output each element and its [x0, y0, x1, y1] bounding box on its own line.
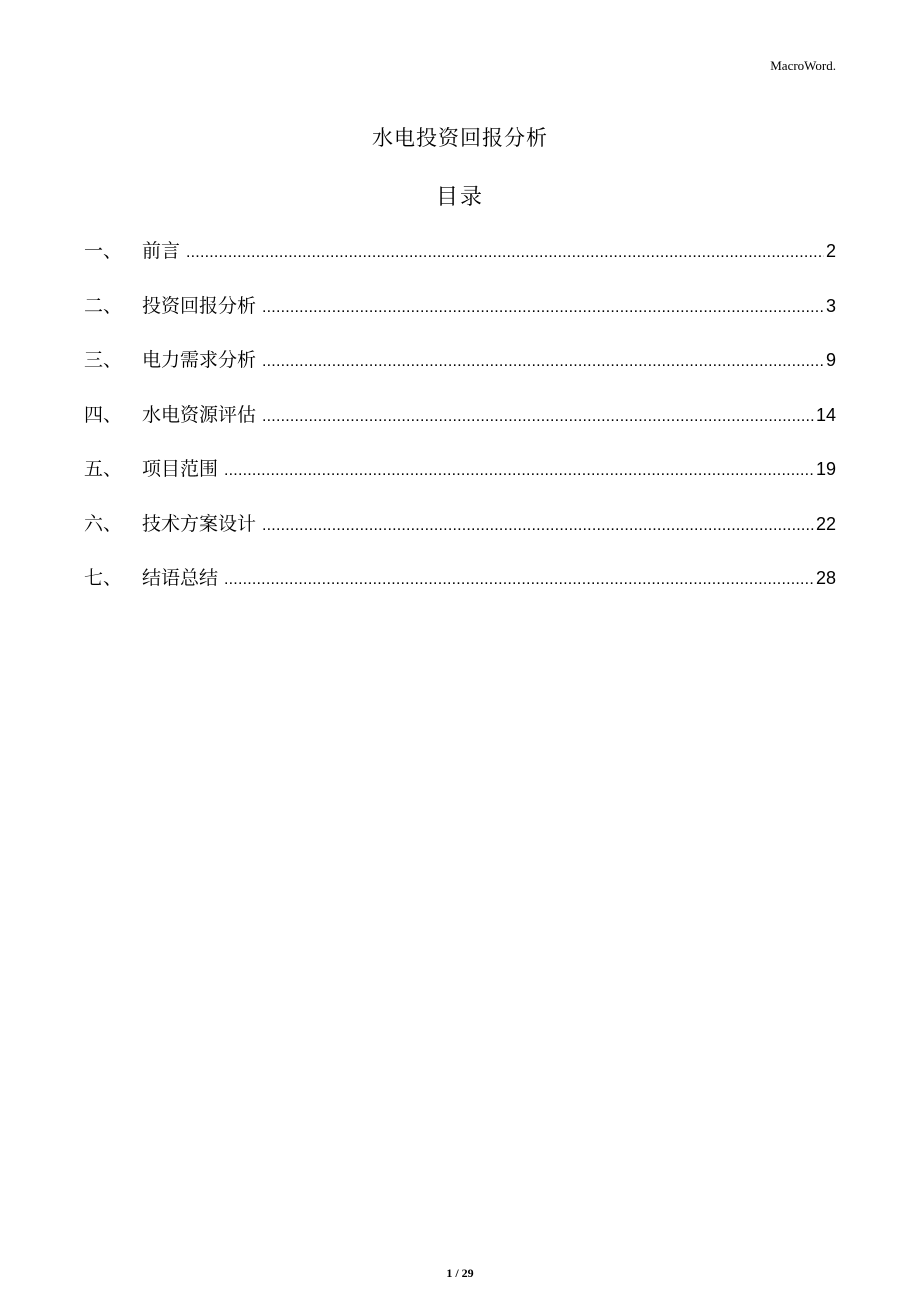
toc-dot-leader: [186, 244, 824, 262]
toc-dot-leader: [262, 517, 814, 535]
document-title: 水电投资回报分析: [372, 126, 548, 150]
header-brand: MacroWord.: [770, 58, 836, 73]
toc-entry[interactable]: [84, 400, 836, 455]
footer-page-indicator: 1 / 29: [446, 1266, 474, 1280]
toc-entry-number: 二、: [84, 294, 123, 317]
toc-entry[interactable]: [84, 345, 836, 400]
toc-entry-page: 3: [825, 295, 836, 316]
toc-entry-label: 前言: [142, 240, 181, 262]
toc-entry-page: 2: [825, 241, 836, 261]
toc-dot-leader: [262, 299, 824, 317]
toc-entry-number: 五、: [84, 458, 123, 480]
toc-entry-page: 22: [815, 513, 836, 534]
toc-entry[interactable]: [84, 291, 836, 346]
table-of-contents: [84, 236, 836, 618]
toc-dot-leader: [262, 408, 814, 426]
toc-entry-page: 19: [815, 459, 836, 479]
toc-entry[interactable]: [84, 509, 836, 564]
toc-entry[interactable]: [84, 454, 836, 509]
toc-entry-number: 一、: [84, 240, 123, 262]
toc-entry[interactable]: [84, 236, 836, 291]
toc-entry-page: 14: [815, 404, 836, 425]
toc-dot-leader: [224, 462, 814, 480]
toc-dot-leader: [224, 571, 814, 589]
toc-entry-label: 电力需求分析: [142, 349, 257, 371]
toc-entry-page: 28: [815, 568, 836, 588]
toc-entry-number: 六、: [84, 512, 123, 535]
toc-entry-label: 结语总结: [142, 567, 219, 589]
toc-entry-label: 投资回报分析: [142, 294, 257, 317]
toc-entry[interactable]: [84, 563, 836, 618]
toc-title: 目录: [435, 185, 484, 210]
toc-entry-number: 七、: [84, 567, 123, 589]
toc-entry-number: 三、: [84, 349, 123, 371]
toc-entry-page: 9: [825, 350, 836, 370]
toc-entry-label: 水电资源评估: [142, 403, 257, 426]
toc-entry-number: 四、: [84, 403, 123, 426]
toc-entry-label: 项目范围: [142, 458, 219, 480]
toc-entry-label: 技术方案设计: [142, 512, 257, 535]
toc-dot-leader: [262, 353, 824, 371]
